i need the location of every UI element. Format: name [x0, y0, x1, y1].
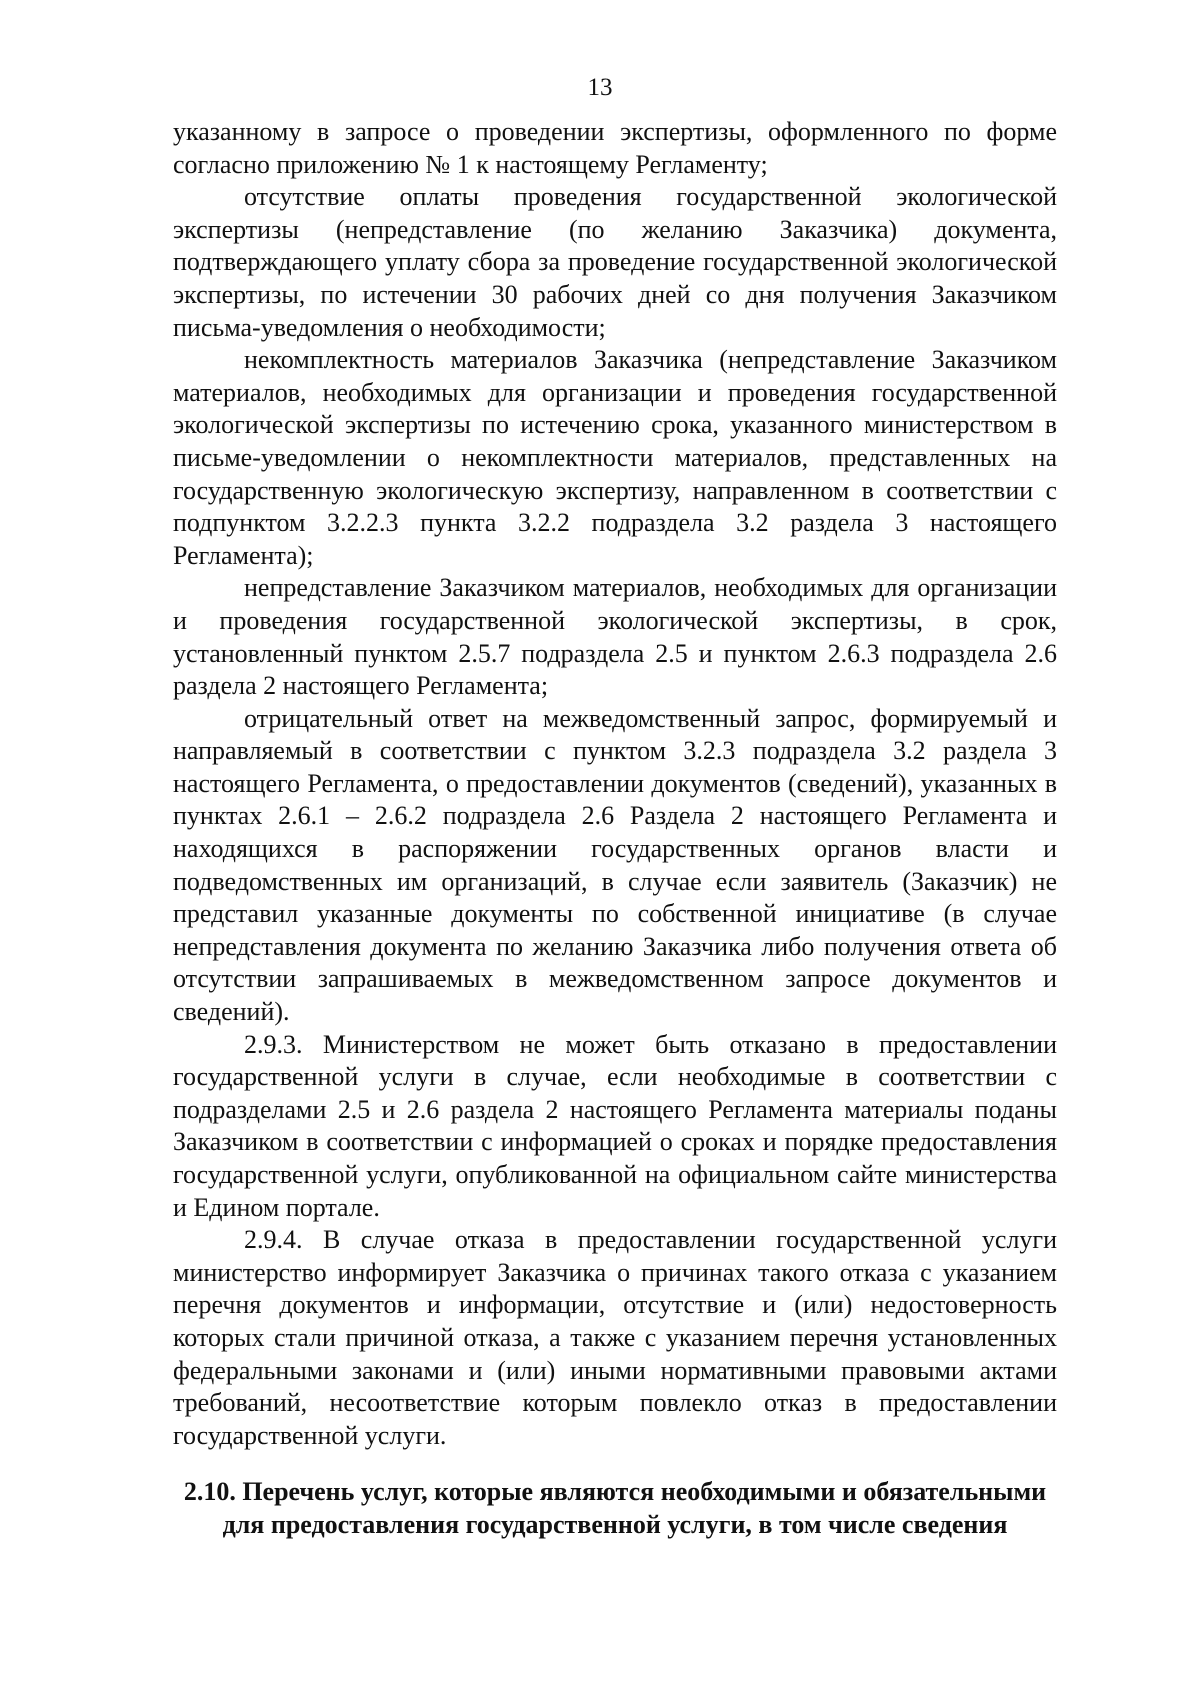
paragraph-negative-response: отрицательный ответ на межведомственный запрос, формируемый и направляемый в соответствии с пунктом 3.2.3 подраздела 3.2 раздела 3 настоящего Регламента, о предоставлении документов (сведений), указанных в пунктах 2.6.1 – 2.6.2 подраздела 2.6 Раздела 2 настоящего Регламента и находящихся в распоряжении государственных органов власти и подведомственных им организаций, в случае если заявитель (Заказчик) не представил указанные документы по собственной инициативе (в случае непредставления документа по желанию Заказчика либо получения ответа об отсутствии запрашиваемых в межведомственном запросе документов и сведений). — [173, 703, 1057, 1027]
paragraph-incomplete-materials: некомплектность материалов Заказчика (непредставление Заказчиком материалов, необходимых для организации и проведения государственной экологической экспертизы по истечению срока, указанного министерством в письме-уведомлении о некомплектности материалов, представленных на государственную экологическую экспертизу, направленном в соответствии с подпунктом 3.2.2.3 пункта 3.2.2 подраздела 3.2 раздела 3 настоящего Регламента); — [173, 345, 1057, 570]
section-heading-2-10: 2.10. Перечень услуг, которые являются необходимыми и обязательными для предоставления государственной услуги, в том числе сведения — [183, 1477, 1047, 1539]
paragraph-continuation: указанному в запросе о проведении экспертизы, оформленного по форме согласно приложению № 1 к настоящему Регламенту; — [173, 117, 1057, 179]
paragraph-2-9-4: 2.9.4. В случае отказа в предоставлении государственной услуги министерство информирует Заказчика о причинах такого отказа с указанием перечня документов и информации, отсутствие и (или) недостоверность которых стали причиной отказа, а также с указанием перечня установленных федеральными законами и (или) иными нормативными правовыми актами требований, несоответствие которым повлекло отказ в предоставлении государственной услуги. — [173, 1225, 1057, 1450]
document-body — [173, 116, 1057, 1452]
paragraph-no-payment: отсутствие оплаты проведения государственной экологической экспертизы (непредставление (по желанию Заказчика) документа, подтверждающего уплату сбора за проведение государственной экологической экспертизы, по истечении 30 рабочих дней со дня получения Заказчиком письма-уведомления о необходимости; — [173, 182, 1057, 342]
page-number: 13 — [587, 74, 613, 101]
paragraph-materials-not-submitted: непредставление Заказчиком материалов, необходимых для организации и проведения государственной экологической экспертизы, в срок, установленный пунктом 2.5.7 подраздела 2.5 и пунктом 2.6.3 подраздела 2.6 раздела 2 настоящего Регламента; — [173, 573, 1057, 701]
paragraph-2-9-3: 2.9.3. Министерством не может быть отказано в предоставлении государственной услуги в случае, если необходимые в соответствии с подразделами 2.5 и 2.6 раздела 2 настоящего Регламента материалы поданы Заказчиком в соответствии с информацией о сроках и порядке предоставления государственной услуги, опубликованной на официальном сайте министерства и Едином портале. — [173, 1029, 1057, 1222]
